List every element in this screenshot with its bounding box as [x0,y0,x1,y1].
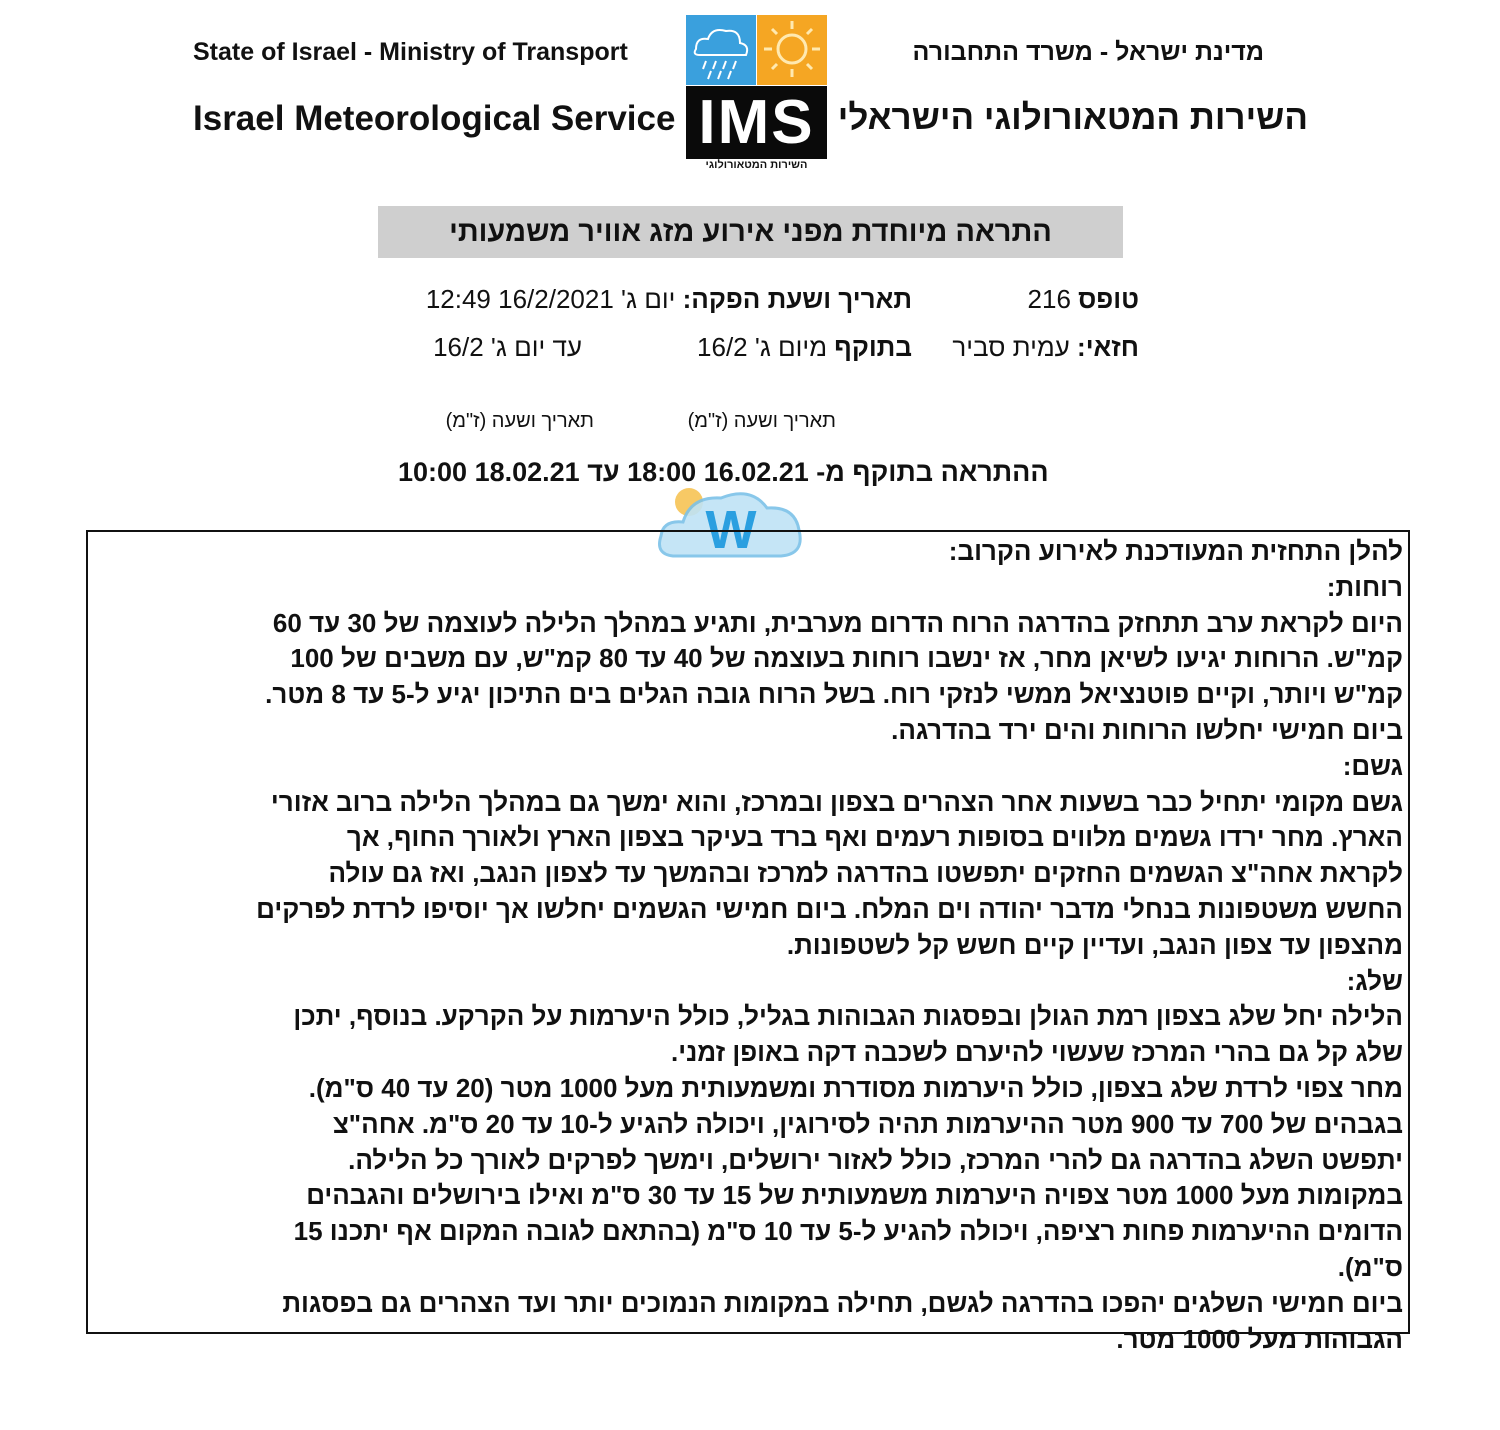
issue-value: יום ג' 16/2/2021 12:49 [425,284,676,314]
english-service-name: Israel Meteorological Service [193,99,676,138]
validity-period: ההתראה בתוקף מ- 16.02.21 18:00 עד 18.02.21 10:00 [398,457,1049,487]
english-ministry-line: State of Israel - Ministry of Transport [193,38,628,66]
valid-from: מיום ג' 16/2 [697,332,828,362]
form-number: 216 [1027,284,1071,314]
forecast-line: ביום חמישי השלגים יהפכו בהדרגה לגשם, תחילה במקומות הנמוכים יותר ועד הצהרים גם בפסגות [282,1287,1403,1318]
forecast-line: היום לקראת ערב תתחזק בהדרגה הרוח הדרום מערבית, ותגיע במהלך הלילה לעוצמה של 30 עד 60 [272,607,1403,638]
valid-to-field [433,332,582,363]
alert-title-box [378,206,1123,258]
forecaster-value: עמית סביר [952,332,1070,362]
forecast-line: החשש משטפונות בנחלי מדבר יהודה וים המלח. ביום חמישי הגשמים יחלשו אך יוסיפו לרדת לפרקים [256,893,1403,924]
valid-to: עד יום ג' 16/2 [433,332,582,362]
validity-end-caption: תאריך ושעה (ז"מ) [445,410,594,432]
forecaster-label: חזאי: [1077,332,1139,362]
forecast-line: רוחות: [1326,571,1403,602]
forecast-line: לקראת אחה"צ הגשמים החזקים יתפשטו בהדרגה למרכז ובהמשך עד לצפון הנגב, ואז גם עולה [328,858,1403,889]
forecast-box [86,530,1410,1354]
hebrew-ministry-line: מדינת ישראל - משרד התחבורה [912,38,1264,66]
forecast-line: גשם: [1342,750,1403,781]
logo-text: IMS [698,87,815,157]
watermark-letter: W [705,500,757,560]
forecast-line: הלילה יחל שלג בצפון רמת הגולן ובפסגות הגבוהות בגליל, כולל היערמות על הקרקע. בנוסף, יתכן [293,1001,1403,1032]
forecast-line: יתפשט השלג בהדרגה גם להרי המרכז, כולל לאזור ירושלים, וימשך לפרקים לאורך כל הלילה. [348,1144,1403,1175]
form-label: טופס [1078,284,1139,314]
forecast-line: בגבהים של 700 עד 900 מטר ההיערמות תהיה לסירוגין, ויכולה להגיע ל-10 עד 20 ס"מ. אחה"צ [332,1108,1403,1139]
validity-start-caption: תאריך ושעה (ז"מ) [687,410,836,432]
forecast-line: גשם מקומי יתחיל כבר בשעות אחר הצהרים בצפון ובמרכז, והוא ימשך גם במהלך הלילה ברוב אזורי [270,786,1403,817]
forecast-line: קמ"ש ויותר, וקיים פוטנציאל ממשי לנזקי רוח. בשל הרוח גובה הגלים בים התיכון יגיע ל-5 עד 8 מטר. [265,679,1403,710]
forecast-line: במקומות מעל 1000 מטר צפויה היערמות משמעותית של 15 עד 30 ס"מ ואילו בירושלים והגבהים [306,1180,1403,1211]
issue-label: תאריך ושעת הפקה: [682,284,912,314]
forecast-line: שלג: [1346,965,1403,996]
logo-subtitle: השירות המטאורולוגי [705,159,808,171]
alert-title: התראה מיוחדת מפני אירוע מזג אוויר משמעותי [449,215,1052,248]
valid-label: בתוקף [834,332,912,362]
form-number-field [1028,284,1139,315]
forecast-line: הדומים ההיערמות פחות רציפה, ויכולה להגיע ל-5 עד 10 ס"מ (בהתאם לגובה המקום אף יתכנו 15 [293,1216,1403,1247]
forecast-line: ס"מ). [1337,1251,1403,1282]
forecast-text [100,534,1403,1357]
cloud-rain-icon [686,15,756,85]
sun-icon [757,15,827,85]
forecast-line: הארץ. מחר ירדו גשמים מלווים בסופות רעמים ואף ברד בעיקר בצפון הארץ ולאורך החוף, אך [346,822,1403,853]
forecast-line: להלן התחזית המעודכנת לאירוע הקרוב: [948,536,1403,566]
forecast-line: ביום חמישי יחלשו הרוחות והים ירד בהדרגה. [891,714,1403,745]
forecast-line: מחר צפוי לרדת שלג בצפון, כולל היערמות מסודרת ומשמעותית מעל 1000 מטר (20 עד 40 ס"מ). [308,1072,1403,1103]
forecast-line: הגבוהות מעל 1000 מטר. [1116,1323,1403,1354]
forecast-line: שלג קל גם בהרי המרכז שעשוי להיערם לשכבה דקה באופן זמני. [671,1037,1403,1068]
forecast-line: מהצפון עד צפון הנגב, ועדיין קיים חשש קל לשטפונות. [786,929,1403,960]
issue-date-field [426,284,912,315]
valid-from-field [697,332,912,363]
logo-block [686,86,827,159]
hebrew-service-name: השירות המטאורולוגי הישראלי [837,98,1308,137]
ims-logo [686,15,827,169]
forecast-line: קמ"ש. הרוחות יגיעו לשיאן מחר, אז ינשבו רוחות בעוצמה של 40 עד 80 קמ"ש, עם משבים של 100 [290,643,1403,674]
forecaster-field [952,332,1139,363]
